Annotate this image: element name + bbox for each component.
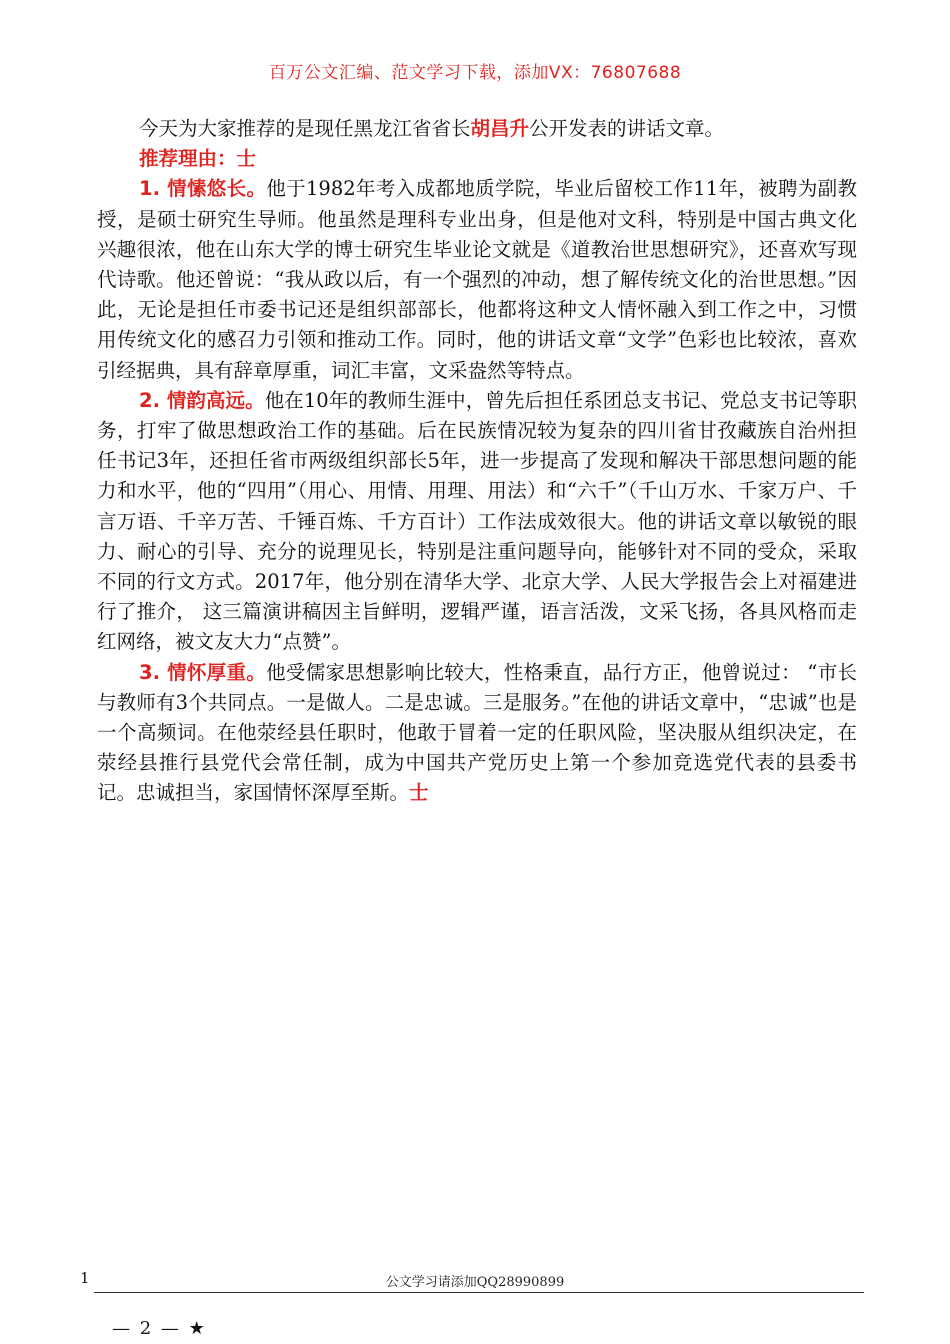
item-text-3: 他受儒家思想影响比较大，性格秉直，品行方正，他曾说过： “市长与教师有3个共同点。一是做人。二是忠诚。三是服务。”在他的讲话文章中，“忠诚”也是一个高频词。在他荥经县任职时，他敢于冒着一定的任职风险，坚决服从组织决定，在荥经县推行县党代会常任制，成为中国共产党历史上第一个参加竞选党代表的县委书记。忠诚担当，家国情怀深厚至斯。 (97, 660, 857, 805)
item-title-1: 1. 情愫悠长。 (139, 177, 267, 201)
header-banner: 百万公文汇编、范文学习下载，添加VX：76807688 (268, 63, 682, 83)
footer-divider (94, 1292, 864, 1293)
reason-heading-label: 推荐理由： (139, 147, 237, 171)
item-paragraph-2 (97, 386, 857, 658)
intro-text-pre: 今天为大家推荐的是现任黑龙江省省长 (139, 117, 471, 140)
item-title-3: 3. 情怀厚重。 (139, 660, 267, 684)
reason-heading (97, 144, 857, 174)
item-text-1: 他于1982年考入成都地质学院，毕业后留校工作11年，被聘为副教授，是硕士研究生导师。他虽然是理科专业出身，但是他对文科，特别是中国古典文化兴趣很浓，他在山东大学的博士研究生毕业论文就是《道教治世思想研究》，还喜欢写现代诗歌。他还曾说：“我从政以后，有一个强烈的冲动，想了解传统文化的治世思想。”因此，无论是担任市委书记还是组织部部长，他都将这种文人情怀融入到工作之中，习惯用传统文化的感召力引领和推动工作。同时，他的讲话文章“文学”色彩也比较浓，喜欢引经据典，具有辞章厚重，词汇丰富，文采盎然等特点。 (97, 177, 857, 382)
intro-text-post: 公开发表的讲话文章。 (529, 117, 725, 140)
item-text-2: 他在10年的教师生涯中，曾先后担任系团总支书记、党总支书记等职务，打牢了做思想政治工作的基础。后在民族情况较为复杂的四川省甘孜藏族自治州担任书记3年，还担任省市两级组织部长5年，进一步提高了发现和解决干部思想问题的能力和水平，他的“四用”（用心、用情、用理、用法）和“六千”（千山万水、千家万户、千言万语、千辛万苦、千锤百炼、千方百计）工作法成效很大。他的讲话文章以敏锐的眼力、耐心的引导、充分的说理见长，特别是注重问题导向，能够针对不同的受众，采取不同的行文方式。2017年，他分别在清华大学、北京大学、人民大学报告会上对福建进行了推介， 这三篇演讲稿因主旨鲜明，逻辑严谨，语言活泼，文采飞扬，各具风格而走红网络，被文友大力“点赞”。 (97, 388, 857, 654)
item-paragraph-1 (97, 174, 857, 385)
article-body (97, 114, 857, 809)
official-name: 胡昌升 (470, 117, 530, 140)
item-title-2: 2. 情韵高远。 (139, 388, 265, 412)
footer-cut-text: — 2 — ★ (112, 1318, 207, 1339)
intro-paragraph (97, 114, 857, 144)
page-number: 1 (80, 1269, 90, 1287)
footer-note: 公文学习请添加QQ28990899 (385, 1275, 565, 1290)
reason-mark: 士 (236, 147, 257, 171)
item-paragraph-3 (97, 658, 857, 809)
end-mark: 士 (409, 781, 429, 805)
